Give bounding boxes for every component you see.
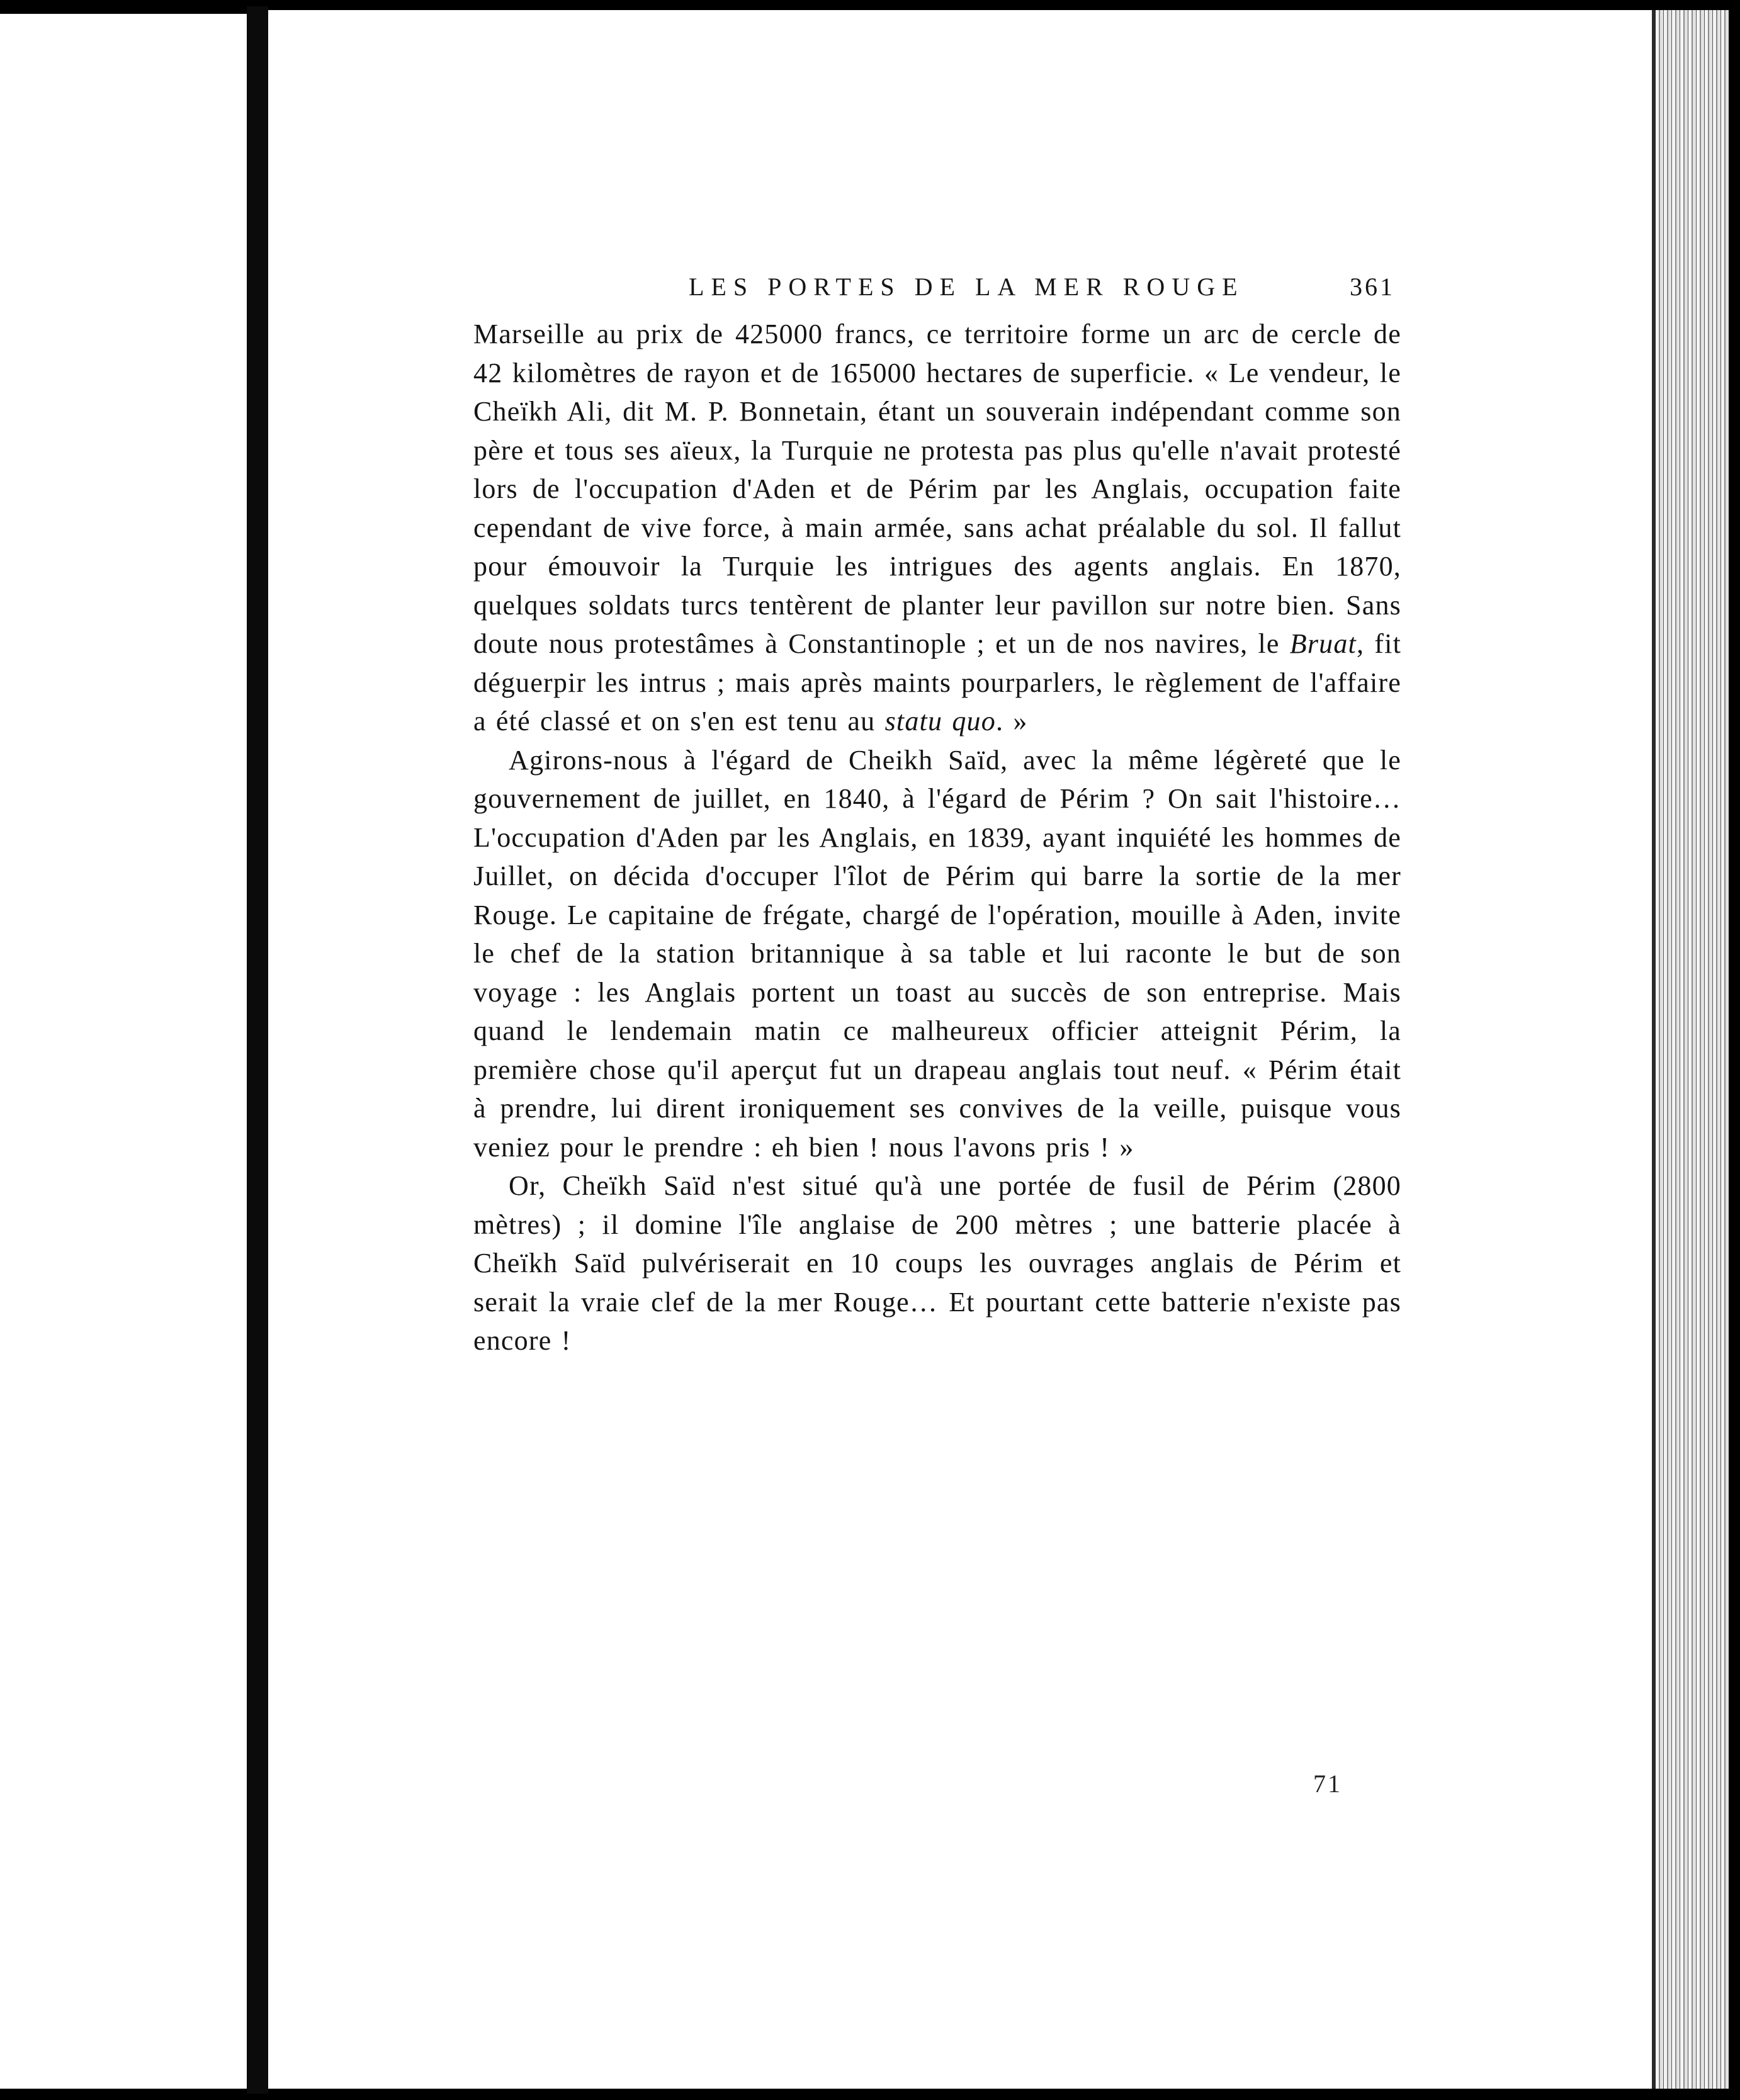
page-stack-edges	[1656, 10, 1729, 2089]
paragraph-1	[473, 315, 1401, 741]
paragraph-3: Or, Cheïkh Saïd n'est situé qu'à une portée de fusil de Périm (2800 mètres) ; il domine l'île anglaise de 200 mètres ; une batterie placée à Cheïkh Saïd pulvériserait en 10 coups les ouvrages anglais de Périm et serait la vraie clef de la mer Rouge… Et pourtant cette batterie n'existe pas encore !	[473, 1170, 1401, 1356]
book-gutter	[247, 6, 268, 2094]
body-text	[473, 315, 1401, 1360]
ship-name-italic: Bruat	[1289, 628, 1357, 659]
latin-phrase-italic: statu quo	[884, 706, 996, 737]
paragraph-1-text: Marseille au prix de 425000 francs, ce territoire forme un arc de cercle de 42 kilomètres de rayon et de 165000 hectares de superficie. « Le vendeur, le Cheïkh Ali, dit M. P. Bonnetain, étant un souverain indépendant comme son père et tous ses aïeux, la Turquie ne protesta pas plus qu'elle n'avait protesté lors de l'occupation d'Aden et de Périm par les Anglais, occupation faite cependant de vive force, à main armée, sans achat préalable du sol. Il fallut pour émouvoir la Turquie les intrigues des agents anglais. En 1870, quelques soldats turcs tentèrent de planter leur pavillon sur notre bien. Sans doute nous protestâmes à Constantinople ; et un de nos navires, le	[473, 319, 1401, 659]
paragraph-1-text-3: . »	[995, 706, 1028, 737]
page-number: 361	[1350, 273, 1395, 301]
paragraph-1-text-2: , fit déguerpir les intrus ; mais après maints pourparlers, le règlement de l'affaire a été classé et on s'en est tenu au	[473, 628, 1401, 737]
running-head: LES PORTES DE LA MER ROUGE	[689, 273, 1245, 301]
signature-mark: 71	[1313, 1770, 1342, 1798]
left-facing-page	[0, 14, 247, 2089]
paragraph-2: Agirons-nous à l'égard de Cheikh Saïd, avec la même légèreté que le gouvernement de juillet, en 1840, à l'égard de Périm ? On sait l'histoire… L'occupation d'Aden par les Anglais, en 1839, ayant inquiété les hommes de Juillet, on décida d'occuper l'îlot de Périm qui barre la sortie de la mer Rouge. Le capitaine de frégate, chargé de l'opération, mouille à Aden, invite le chef de la station britannique à sa table et lui raconte le but de son voyage : les Anglais portent un toast au succès de son entreprise. Mais quand le lendemain matin ce malheureux officier atteignit Périm, la première chose qu'il aperçut fut un drapeau anglais tout neuf. « Périm était à prendre, lui dirent ironiquement ses convives de la veille, puisque vous veniez pour le prendre : eh bien ! nous l'avons pris ! »	[473, 744, 1401, 1163]
